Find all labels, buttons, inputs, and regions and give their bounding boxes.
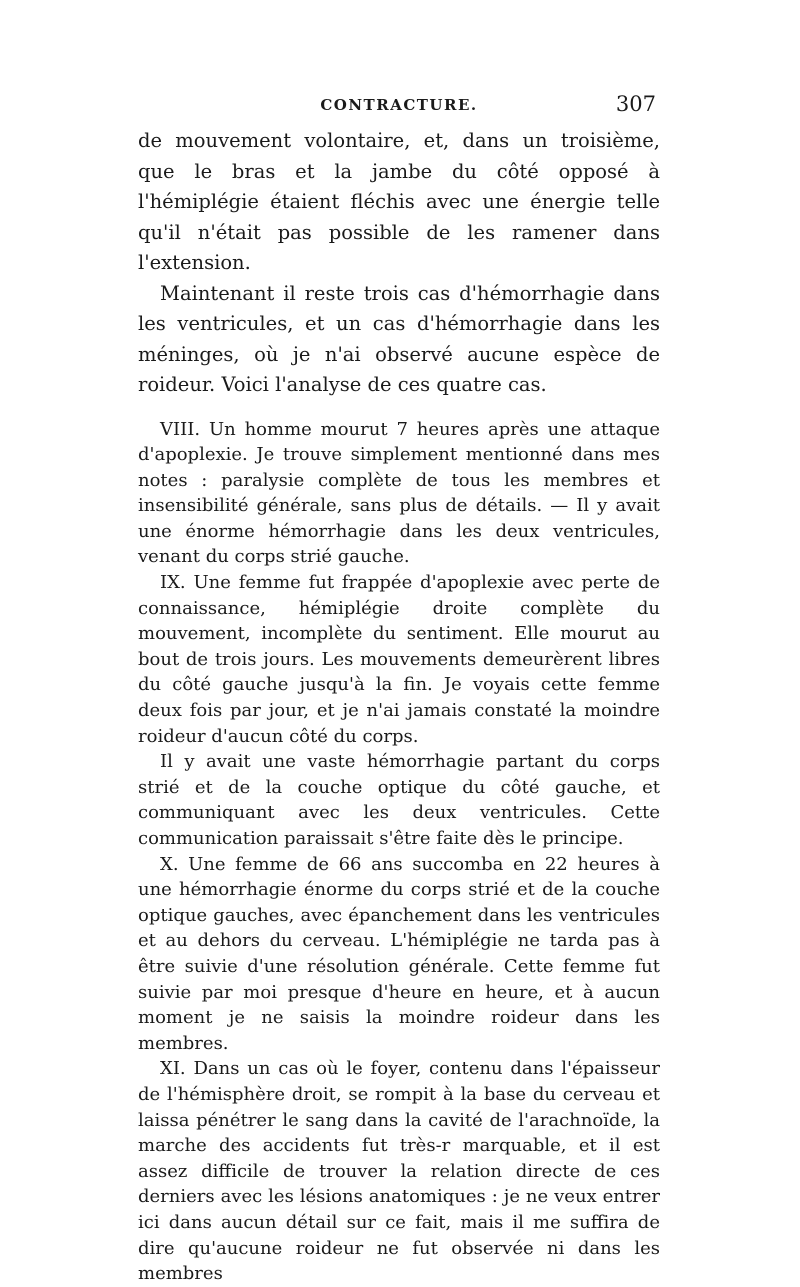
- case-text: Dans un cas où le foyer, contenu dans l'épaisseur de l'hémisphère droit, se rompit à la base du cerveau et laissa pénétrer le sang dans la cavité de l'arachnoïde, la marche des accidents fut très-r marquable, et il est assez difficile de trouver la relation directe de ces derniers avec les lésions anatomiques : je ne veux entrer ici dans aucun détail sur ce fait, mais il me suffira de dire qu'aucune roideur ne fut observée ni dans les membres: [138, 1058, 660, 1285]
- case-paragraph: [138, 852, 660, 1057]
- page-header: [138, 92, 660, 120]
- paragraph: Maintenant il reste trois cas d'hémorrhagie dans les ventricules, et un cas d'hémorrhagie dans les méninges, où je n'ai observé aucune espèce de roideur. Voici l'analyse de ces quatre cas.: [138, 281, 660, 396]
- case-numeral: X.: [160, 853, 179, 875]
- case-numeral: VIII.: [160, 418, 201, 440]
- case-paragraph: [138, 749, 660, 851]
- case-paragraph: [138, 570, 660, 749]
- case-text: Un homme mourut 7 heures après une attaque d'apoplexie. Je trouve simplement mentionné dans mes notes : paralysie complète de tous les membres et insensibilité générale, sans plus de détails. — Il y avait une énorme hémorrhagie dans les deux ventricules, venant du corps strié gauche.: [138, 418, 660, 568]
- case-paragraph: [138, 417, 660, 571]
- running-title: CONTRACTURE.: [320, 96, 478, 114]
- case-numeral: IX.: [160, 572, 186, 594]
- case-text: Une femme de 66 ans succomba en 22 heures à une hémorrhagie énorme du corps strié et de la couche optique gauches, avec épanchement dans les ventricules et au dehors du cerveau. L'hémiplégie ne tarda pas à être suivie d'une résolution générale. Cette femme fut suivie par moi presque d'heure en heure, et à aucun moment je ne saisis la moindre roideur dans les membres.: [138, 853, 660, 1054]
- case-text: Une femme fut frappée d'apoplexie avec perte de connaissance, hémiplégie droite complète du mouvement, incomplète du sentiment. Elle mourut au bout de trois jours. Les mouvements demeurèrent libres du côté gauche jusqu'à la fin. Je voyais cette femme deux fois par jour, et je n'ai jamais constaté la moindre roideur d'aucun côté du corps.: [138, 572, 660, 747]
- intro-text: [138, 126, 660, 401]
- page-number: 307: [615, 92, 656, 116]
- case-text: Il y avait une vaste hémorrhagie partant du corps strié et de la couche optique du côté gauche, et communiquant avec les deux ventricules. Cette communication paraissait s'être faite dès le principe.: [138, 751, 660, 849]
- case-numeral: XI.: [160, 1058, 186, 1080]
- case-paragraph: [138, 1056, 660, 1286]
- paragraph: de mouvement volontaire, et, dans un troisième, que le bras et la jambe du côté opposé à l'hémiplégie étaient fléchis avec une énergie telle qu'il n'était pas possible de les ramener dans l'extension.: [138, 129, 660, 274]
- book-page: [138, 92, 660, 1287]
- case-list: [138, 417, 660, 1287]
